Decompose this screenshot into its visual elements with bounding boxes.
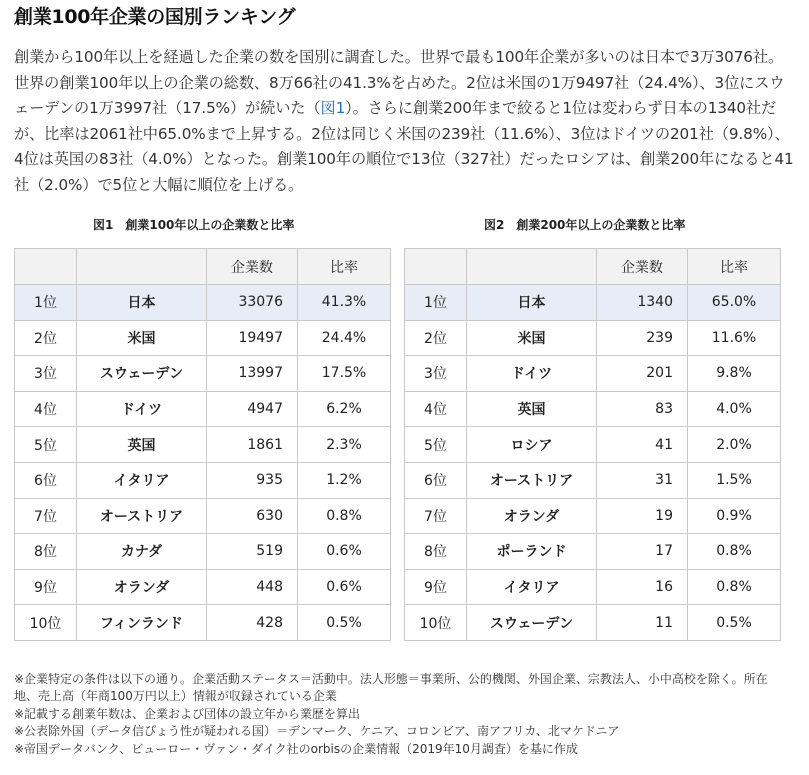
count-cell: 1340: [597, 285, 688, 321]
header-cell-count: 企業数: [597, 249, 688, 285]
count-cell: 935: [207, 462, 298, 498]
country-cell: 英国: [77, 427, 207, 463]
table-row: [405, 498, 781, 534]
footnotes: [14, 671, 784, 758]
country-cell: オーストリア: [467, 462, 597, 498]
rank-cell: 5位: [405, 427, 467, 463]
ratio-cell: 0.6%: [298, 534, 391, 570]
count-cell: 519: [207, 534, 298, 570]
country-cell: フィンランド: [77, 605, 207, 641]
count-cell: 630: [207, 498, 298, 534]
rank-cell: 9位: [405, 569, 467, 605]
rank-cell: 8位: [405, 534, 467, 570]
country-cell: カナダ: [77, 534, 207, 570]
table-row: [405, 320, 781, 356]
rank-cell: 5位: [15, 427, 77, 463]
footnote: ※帝国データバンク、ビューロー・ヴァン・ダイク社のorbisの企業情報（2019年10月調査）を基に作成: [14, 741, 578, 756]
count-cell: 239: [597, 320, 688, 356]
country-cell: 米国: [467, 320, 597, 356]
table-row: [15, 462, 391, 498]
rank-cell: 10位: [15, 605, 77, 641]
footnote: ※記載する創業年数は、企業および団体の設立年から業歴を算出: [14, 706, 361, 721]
country-cell: 日本: [467, 285, 597, 321]
header-cell-rank: [405, 249, 467, 285]
table-row: [15, 285, 391, 321]
lead-text-after: ）。さらに創業200年まで絞ると1位は変わらず日本の1340社だが、比率は2061社中65.0%まで上昇する。2位は同じく米国の239社（11.6%）、3位はドイツの201社（9.8%）、4位は英国の83社（4.0%）となった。創業100年の順位で13位（327社）だったロシアは、創業200年になると41社（2.0%）で5位と大幅に順位を上げる。: [14, 99, 794, 194]
rank-cell: 1位: [15, 285, 77, 321]
table-row: [405, 391, 781, 427]
country-cell: 米国: [77, 320, 207, 356]
country-cell: イタリア: [467, 569, 597, 605]
rank-cell: 2位: [15, 320, 77, 356]
lead-text-before: 創業から100年以上を経過した企業の数を国別に調査した。世界で最も100年企業が多いのは日本で3万3076社。世界の創業100年以上の企業の総数、8万66社の41.3%を占めた。2位は米国の1万9497社（24.4%）、3位にスウェーデンの1万3997社（17.5%）が続いた（: [14, 48, 785, 118]
figure1-table: [14, 248, 391, 641]
table-row: [405, 427, 781, 463]
ratio-cell: 2.0%: [688, 427, 781, 463]
table-row: [405, 285, 781, 321]
rank-cell: 7位: [405, 498, 467, 534]
header-cell-count: 企業数: [207, 249, 298, 285]
count-cell: 17: [597, 534, 688, 570]
count-cell: 19: [597, 498, 688, 534]
figure1-caption: 図1 創業100年以上の企業数と比率: [93, 218, 295, 232]
figure2-caption: 図2 創業200年以上の企業数と比率: [484, 218, 686, 232]
table-row: [15, 427, 391, 463]
header-cell-ratio: 比率: [298, 249, 391, 285]
ratio-cell: 17.5%: [298, 356, 391, 392]
rank-cell: 6位: [405, 462, 467, 498]
country-cell: ドイツ: [467, 356, 597, 392]
rank-cell: 7位: [15, 498, 77, 534]
ratio-cell: 2.3%: [298, 427, 391, 463]
footnote: ※公表除外国（データ信ぴょう性が疑われる国）＝デンマーク、ケニア、コロンビア、南アフリカ、北マケドニア: [14, 724, 620, 739]
count-cell: 428: [207, 605, 298, 641]
footnote: ※企業特定の条件は以下の通り。企業活動ステータス＝活動中。法人形態＝事業所、公的機関、外国企業、宗教法人、小中高校を除く。所在地、売上高（年商100万円以上）情報が収録されている企業: [14, 672, 768, 704]
table-row: [405, 462, 781, 498]
rank-cell: 3位: [15, 356, 77, 392]
rank-cell: 3位: [405, 356, 467, 392]
ratio-cell: 6.2%: [298, 391, 391, 427]
count-cell: 13997: [207, 356, 298, 392]
ratio-cell: 0.9%: [688, 498, 781, 534]
count-cell: 201: [597, 356, 688, 392]
ratio-cell: 65.0%: [688, 285, 781, 321]
country-cell: オランダ: [77, 569, 207, 605]
table-row: [15, 320, 391, 356]
table-header-row: [15, 249, 391, 285]
table-row: [405, 605, 781, 641]
rank-cell: 1位: [405, 285, 467, 321]
ratio-cell: 0.6%: [298, 569, 391, 605]
ratio-cell: 4.0%: [688, 391, 781, 427]
figure2-table: [404, 248, 781, 641]
ratio-cell: 9.8%: [688, 356, 781, 392]
rank-cell: 10位: [405, 605, 467, 641]
table-row: [405, 569, 781, 605]
table-row: [15, 605, 391, 641]
header-cell-ratio: 比率: [688, 249, 781, 285]
count-cell: 41: [597, 427, 688, 463]
country-cell: ドイツ: [77, 391, 207, 427]
ratio-cell: 0.5%: [298, 605, 391, 641]
ratio-cell: 0.8%: [688, 534, 781, 570]
table-header-row: [405, 249, 781, 285]
count-cell: 83: [597, 391, 688, 427]
country-cell: 日本: [77, 285, 207, 321]
count-cell: 16: [597, 569, 688, 605]
lead-paragraph: [14, 45, 796, 199]
ratio-cell: 11.6%: [688, 320, 781, 356]
header-cell-country: [77, 249, 207, 285]
ratio-cell: 41.3%: [298, 285, 391, 321]
table-row: [405, 356, 781, 392]
rank-cell: 2位: [405, 320, 467, 356]
country-cell: スウェーデン: [467, 605, 597, 641]
ratio-cell: 0.8%: [688, 569, 781, 605]
header-cell-rank: [15, 249, 77, 285]
count-cell: 33076: [207, 285, 298, 321]
rank-cell: 4位: [405, 391, 467, 427]
figure1-link[interactable]: 図1: [320, 99, 346, 118]
country-cell: ロシア: [467, 427, 597, 463]
count-cell: 4947: [207, 391, 298, 427]
page-title: 創業100年企業の国別ランキング: [14, 6, 296, 28]
table-row: [15, 534, 391, 570]
country-cell: 英国: [467, 391, 597, 427]
count-cell: 11: [597, 605, 688, 641]
ratio-cell: 0.5%: [688, 605, 781, 641]
count-cell: 1861: [207, 427, 298, 463]
table-row: [405, 534, 781, 570]
rank-cell: 4位: [15, 391, 77, 427]
country-cell: オーストリア: [77, 498, 207, 534]
country-cell: イタリア: [77, 462, 207, 498]
rank-cell: 8位: [15, 534, 77, 570]
count-cell: 31: [597, 462, 688, 498]
ratio-cell: 0.8%: [298, 498, 391, 534]
ratio-cell: 24.4%: [298, 320, 391, 356]
table-row: [15, 569, 391, 605]
ratio-cell: 1.2%: [298, 462, 391, 498]
country-cell: ポーランド: [467, 534, 597, 570]
country-cell: スウェーデン: [77, 356, 207, 392]
header-cell-country: [467, 249, 597, 285]
table-row: [15, 356, 391, 392]
table-row: [15, 391, 391, 427]
ratio-cell: 1.5%: [688, 462, 781, 498]
count-cell: 19497: [207, 320, 298, 356]
rank-cell: 6位: [15, 462, 77, 498]
count-cell: 448: [207, 569, 298, 605]
table-row: [15, 498, 391, 534]
rank-cell: 9位: [15, 569, 77, 605]
country-cell: オランダ: [467, 498, 597, 534]
